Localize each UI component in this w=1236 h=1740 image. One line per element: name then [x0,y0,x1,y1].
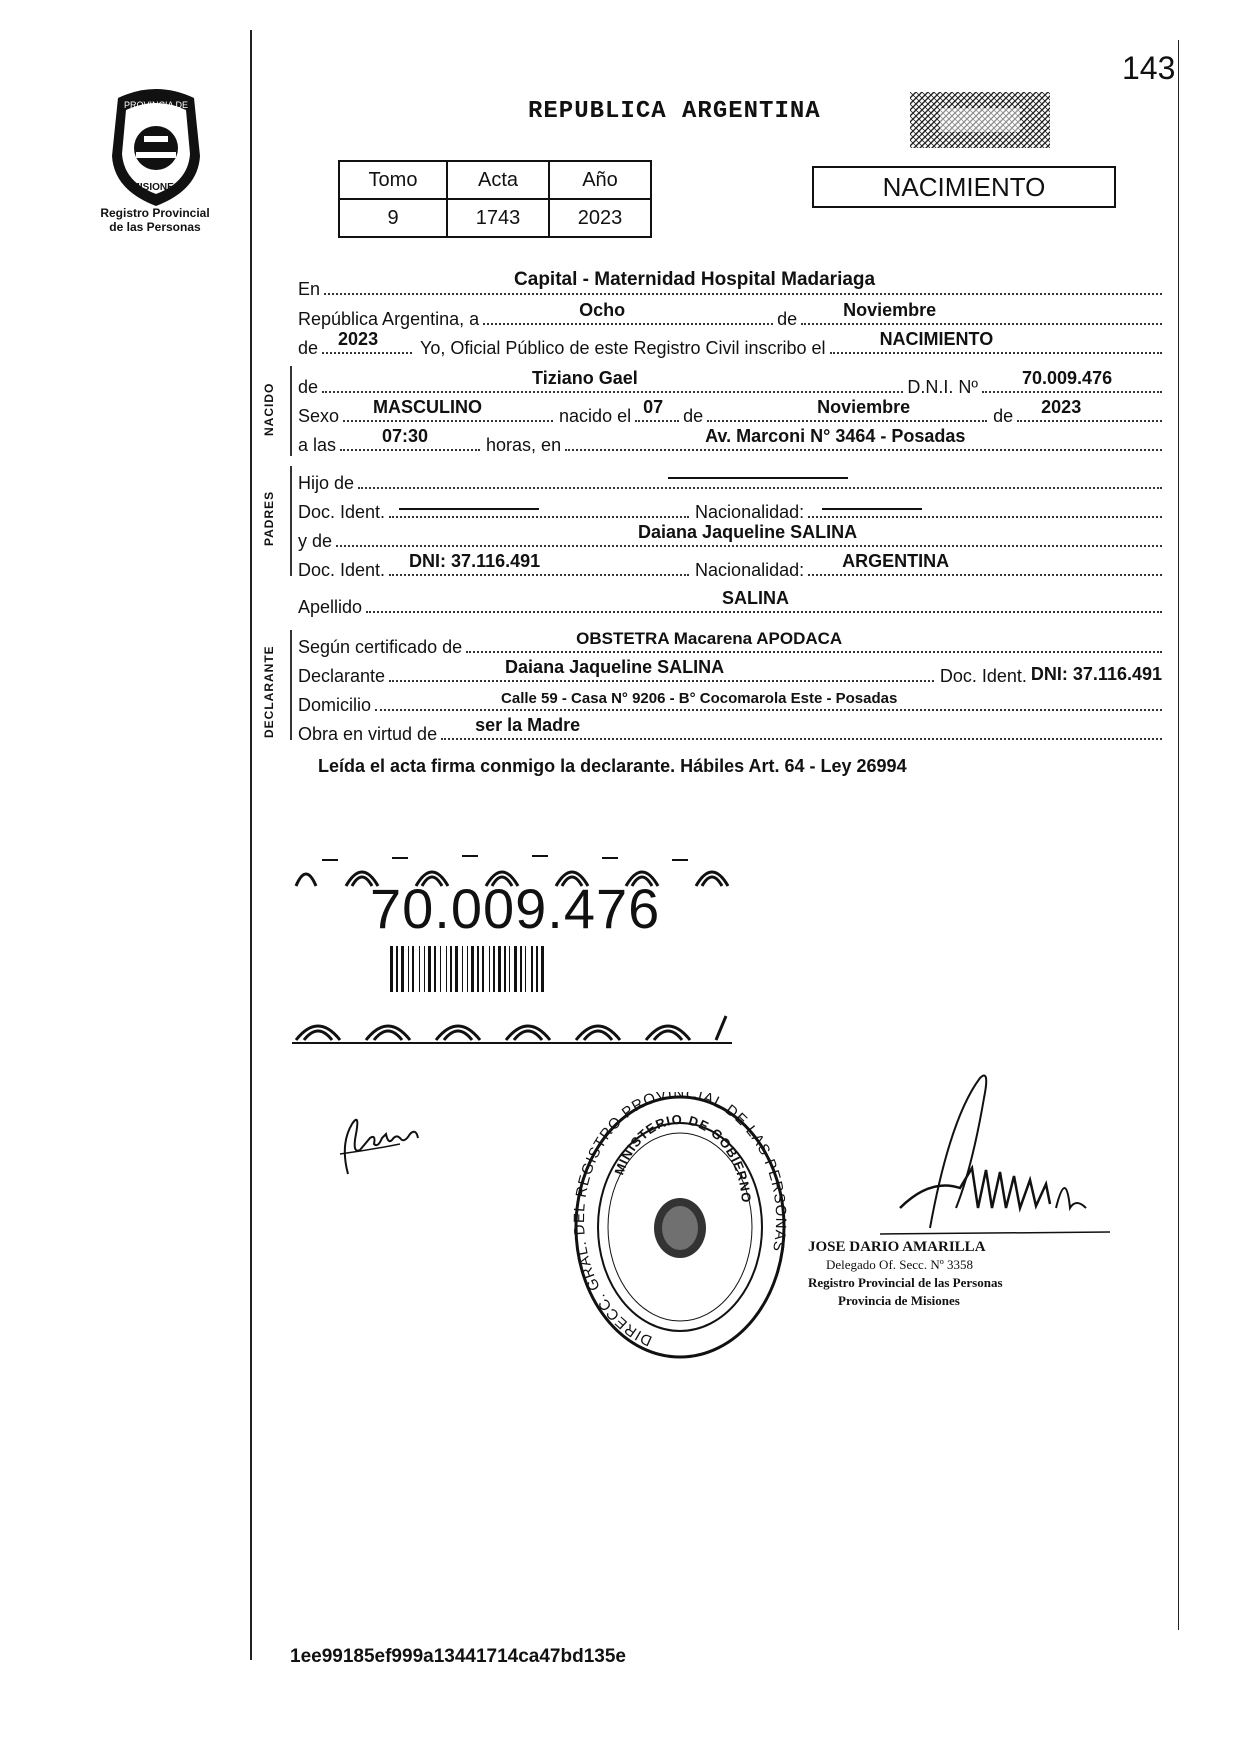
domicilio-value: Calle 59 - Casa N° 9206 - B° Cocomarola Este - Posadas [501,690,898,707]
birth-month-value: Noviembre [817,397,911,417]
line-y-de [298,522,1162,552]
day-value: Ocho [579,300,626,320]
horas-en-label: horas, en [486,435,562,455]
mother-nationality-dots [808,551,1162,576]
barcode-bar [467,946,468,992]
mother-nationality-value: ARGENTINA [842,551,950,571]
father-doc-label: Doc. Ident. [298,502,386,522]
mother-dots [336,522,1162,547]
page-number: 143 [1122,50,1176,86]
record-table [338,160,652,238]
name-dots [322,368,903,393]
line-sexo [298,397,1162,427]
declarante-doc-label: Doc. Ident. [939,666,1027,686]
sexo-label: Sexo [298,406,340,426]
left-margin-rule [250,30,252,1660]
certificado-dots [466,629,1162,653]
hijo-de-label: Hijo de [298,473,355,493]
en-label: En [298,279,321,299]
father-dots [358,483,1162,489]
line-hora [298,426,1162,456]
barcode-bar [428,946,431,992]
de-label: de [777,309,798,329]
obra-value: ser la Madre [475,715,581,735]
dni-label: D.N.I. Nº [907,377,978,397]
registry-name-line1: Registro Provincial [100,206,210,220]
barcode-bar [498,946,501,992]
nacido-de-label: de [298,377,319,397]
birth-year-value: 2023 [1041,397,1082,417]
official-name: JOSE DARIO AMARILLA [808,1239,986,1255]
barcode-bar [536,946,538,992]
official-office: Registro Provincial de las Personas [808,1275,1003,1290]
month-dots [801,300,1162,325]
barcode-bar [424,946,425,992]
father-blank-mark [668,477,848,479]
barcode-bar [514,946,517,992]
de2-label: de [298,338,319,358]
barcode-bar [541,946,544,992]
barcode-bar [525,946,526,992]
header-tomo: Tomo [339,161,447,199]
declarant-signature [330,1104,450,1184]
father-nationality-blank-mark [822,508,922,510]
nacido-el-label: nacido el [559,406,632,426]
time-value: 07:30 [382,426,429,446]
domicilio-label: Domicilio [298,695,372,715]
svg-text:PROVINCIA DE: PROVINCIA DE [123,100,189,110]
barcode-bar [471,946,474,992]
birth-day-dots [635,397,679,422]
sexo-dots [343,397,553,422]
mother-dni-value: DNI: 37.116.491 [409,551,541,571]
barcode-bar [450,946,452,992]
security-stamp-strip-bottom [292,1010,742,1046]
barcode-bar [396,946,398,992]
inscribo-label: Yo, Oficial Público de este Registro Civil inscribo el [420,338,826,358]
barcode-bar [419,946,420,992]
declarante-label: Declarante [298,666,386,686]
document-type-box: NACIMIENTO [812,166,1116,208]
line-certificado [298,629,1162,658]
declarante-value: Daiana Jaqueline SALINA [505,657,725,677]
domicilio-dots [375,690,1162,711]
en-dots [324,269,1162,295]
republica-label: República Argentina, a [298,309,480,329]
child-dni-value: 70.009.476 [1022,368,1113,388]
certificado-label: Según certificado de [298,637,463,657]
padres-bracket [290,466,292,576]
apellido-dots [366,588,1162,613]
declarante-bracket [290,630,292,740]
barcode-bar [446,946,447,992]
mother-doc-dots [389,551,689,576]
header-acta: Acta [447,161,549,199]
time-dots [340,426,480,451]
mother-name-value: Daiana Jaqueline SALINA [638,522,858,542]
obra-label: Obra en virtud de [298,724,438,744]
country-heading: REPUBLICA ARGENTINA [528,98,821,125]
line-mother-doc [298,551,1162,581]
father-nationality-label: Nacionalidad: [695,502,805,522]
barcode-bar [482,946,484,992]
reading-note: Leída el acta firma conmigo la declarante. Hábiles Art. 64 - Ley 26994 [318,756,907,776]
barcode-bar [489,946,490,992]
sexo-value: MASCULINO [373,397,483,417]
barcode-bar [509,946,510,992]
declarante-doc-value: DNI: 37.116.491 [1030,664,1162,684]
province-coat-of-arms-logo [100,86,212,208]
father-doc-blank-mark [399,508,539,510]
birth-de-label: de [683,406,704,426]
padres-section-label: PADRES [262,490,276,546]
month-value: Noviembre [843,300,937,320]
official-province: Provincia de Misiones [838,1293,960,1308]
declarante-section-label: DECLARANTE [262,645,276,738]
barcode-bar [504,946,506,992]
svg-text:MISIONES: MISIONES [131,182,181,193]
line-father-doc [298,497,1162,523]
barcode-bar [477,946,479,992]
line-republica [298,300,1162,330]
line-obra [298,715,1162,745]
registry-name [80,206,230,234]
declarante-dots [389,657,934,682]
stamp-dni-number: 70.009.476 [370,877,661,940]
official-seal [570,1092,790,1362]
barcode-bar [408,946,409,992]
en-value: Capital - Maternidad Hospital Madariaga [514,269,876,290]
official-title: Delegado Of. Secc. Nº 3358 [826,1257,973,1272]
apellido-value: SALINA [722,588,790,608]
line-domicilio [298,690,1162,716]
barcode-bar [401,946,404,992]
obra-dots [441,715,1162,740]
mother-nationality-label: Nacionalidad: [695,560,805,580]
registry-name-line2: de las Personas [109,220,201,234]
barcode-bar [520,946,522,992]
birth-year-dots [1017,397,1162,422]
year-dots [322,329,412,354]
line-apellido [298,588,1162,618]
year-value: 2023 [338,329,379,349]
barcode-bar [440,946,441,992]
barcode-bar [412,946,414,992]
svg-text:MINISTERIO DE GOBIERNO [611,1112,754,1204]
certificado-value: OBSTETRA Macarena APODACA [576,629,843,648]
father-doc-dots [389,512,689,518]
nacido-bracket [290,366,292,456]
inscribo-value: NACIMIENTO [879,329,994,349]
value-anio: 2023 [549,199,651,237]
seal-inner-text: MINISTERIO DE GOBIERNO [611,1111,755,1205]
place-dots [565,426,1162,451]
birth-de2-label: de [993,406,1014,426]
mother-doc-label: Doc. Ident. [298,560,386,580]
birth-month-dots [707,397,987,422]
line-declarante [298,657,1162,687]
inscribo-dots [830,329,1162,354]
barcode-bar [462,946,463,992]
barcode-bar [531,946,533,992]
line-nacido-name [298,368,1162,398]
barcode [390,946,620,992]
apellido-label: Apellido [298,597,363,617]
barcode-bar [434,946,436,992]
official-signature [860,1058,1120,1248]
value-tomo: 9 [339,199,447,237]
line-en [298,269,1162,300]
header-anio: Año [549,161,651,199]
right-margin-rule [1178,40,1179,1630]
birth-day-value: 07 [643,397,664,417]
father-nationality-dots [808,512,1162,518]
line-hijo-de [298,468,1162,494]
child-name-value: Tiziano Gael [532,368,638,388]
y-de-label: y de [298,531,333,551]
barcode-bar [455,946,458,992]
line-inscribo [298,329,1162,359]
dni-dots [982,368,1162,393]
document-hash: 1ee99185ef999a13441714ca47bd135e [290,1646,626,1667]
value-acta: 1743 [447,199,549,237]
security-emblem-pattern [910,92,1050,148]
day-dots [483,300,773,325]
barcode-bar [493,946,495,992]
seal-outer-text: DIRECC. GRAL. DEL REGISTRO PROVINCIAL DE LAS PERSONAS [570,1092,790,1350]
barcode-bar [390,946,393,992]
official-stamp-block [808,1238,1003,1310]
place-value: Av. Marconi N° 3464 - Posadas [705,426,966,446]
nacido-section-label: NACIDO [262,382,276,436]
a-las-label: a las [298,435,337,455]
